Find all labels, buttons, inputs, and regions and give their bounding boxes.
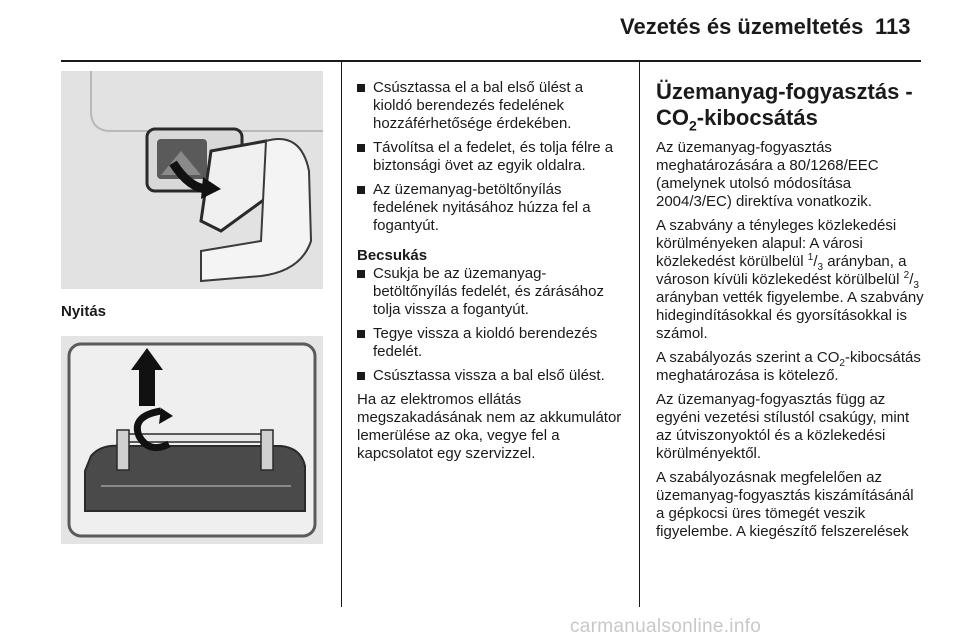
column-divider-left: [341, 62, 342, 607]
list-item: Az üzemanyag-betöltőnyílás fedelének nyitásához húzza fel a fogantyút.: [357, 181, 625, 235]
list-item: Csukja be az üzemanyag-betöltőnyílás fedelét, és zárásához tolja vissza a fogantyút.: [357, 265, 625, 319]
figure-handle: [61, 336, 323, 544]
paragraph-directive: Az üzemanyag-fogyasztás meghatározására a 80/1268/EEC (amelynek utolsó módosítása 2004/3/EC) direktíva vonatkozik.: [656, 139, 879, 210]
list-item: Csúsztassa el a bal első ülést a kioldó berendezés fedelének hozzáférhetősége érdekében.: [357, 79, 625, 133]
header-rule: [61, 60, 921, 62]
figure-caption-opening: Nyitás: [61, 303, 107, 320]
paragraph-standard: A szabvány a tényleges közlekedési körülményeken alapul: A városi közlekedést körülbelül $^1/_3$ arányban, a városon kívüli közlekedést körülbelül $^2/_3$ arányban vették figyelembe. A szabvány hidegindításokkal és gyorsításokkal is számol.: [656, 217, 924, 342]
paragraph-co2: A szabályozás szerint a $CO_2$-kibocsátás meghatározása is kötelező.: [656, 349, 921, 384]
paragraph-empty-weight: A szabályozásnak megfelelően az üzemanyag-fogyasztás kiszámításánál a gépkocsi üres tömegét veszik figyelembe. A kiegészítő felszerelések: [656, 469, 914, 540]
middle-column: [357, 79, 625, 463]
service-paragraph: Ha az elektromos ellátás megszakadásának nem az akkumulátor lemerülése az oka, vegye fel a kapcsolatot egy szervizzel.: [357, 391, 622, 462]
paragraph-driving-style: Az üzemanyag-fogyasztás függ az egyéni vezetési stílustól csakúgy, mint az útviszonyoktól és a közlekedési körülményektől.: [656, 391, 910, 462]
column-divider-right: [639, 62, 640, 607]
figure-release-cover: [61, 71, 323, 289]
list-item: Távolítsa el a fedelet, és tolja félre a biztonsági övet az egyik oldalra.: [357, 139, 625, 175]
page-header-title: Vezetés és üzemeltetés: [620, 14, 864, 39]
page-number: 113: [875, 14, 911, 39]
watermark: carmanualsonline.info: [570, 616, 762, 637]
list-item: Csúsztassa vissza a bal első ülést.: [357, 367, 625, 385]
close-heading: Becsukás: [357, 247, 428, 264]
right-column: [656, 79, 926, 547]
list-item: Tegye vissza a kioldó berendezés fedelét.: [357, 325, 625, 361]
section-title: Üzemanyag-fogyasztás - $CO_2$-kibocsátás: [656, 79, 913, 134]
